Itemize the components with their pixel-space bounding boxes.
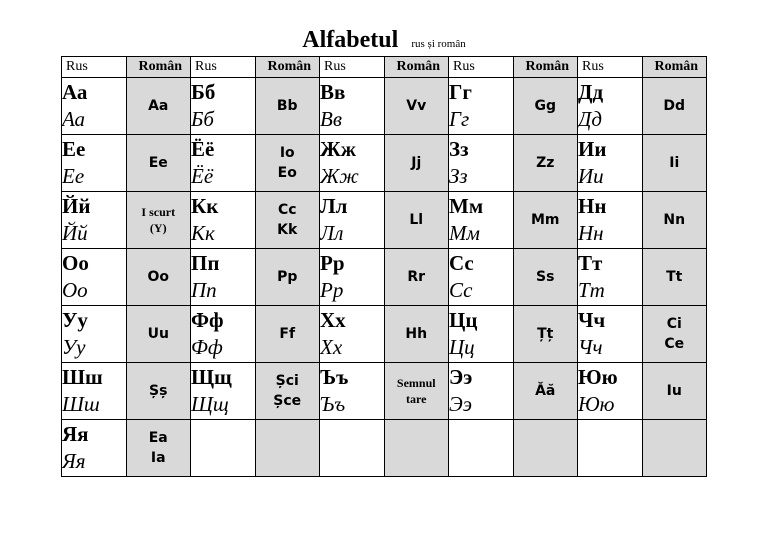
roman-cell xyxy=(255,192,320,249)
russian-letter-italic: Тт xyxy=(578,278,605,302)
russian-letter-italic: Юю xyxy=(578,392,615,416)
russian-letter-cell xyxy=(62,135,127,192)
russian-letter-cell xyxy=(62,306,127,363)
roman-equivalent: Ce xyxy=(664,336,685,352)
roman-equivalent: (Y) xyxy=(149,221,167,235)
roman-cell xyxy=(642,249,707,306)
russian-letter-cell xyxy=(578,363,643,420)
header-cell-rus: Rus xyxy=(449,57,514,78)
russian-letter-cell xyxy=(320,78,385,135)
roman-cell xyxy=(255,249,320,306)
roman-equivalent: Ll xyxy=(409,212,424,228)
russian-letter-cell xyxy=(320,363,385,420)
russian-letter-cell xyxy=(62,420,127,477)
header-cell-rus: Rus xyxy=(578,57,643,78)
letter-row xyxy=(62,363,707,420)
roman-equivalent: Jj xyxy=(411,155,422,171)
russian-letter-cell xyxy=(449,306,514,363)
russian-letter-print: Чч xyxy=(578,308,606,332)
russian-letter-print: Кк xyxy=(191,194,219,218)
russian-letter-print: Хх xyxy=(320,308,346,332)
roman-cell xyxy=(384,135,449,192)
russian-letter-cell xyxy=(449,192,514,249)
roman-equivalent: I scurt xyxy=(141,205,176,219)
russian-letter-cell xyxy=(191,78,256,135)
roman-equivalent: Ci xyxy=(666,316,682,332)
roman-cell xyxy=(642,135,707,192)
empty-cell xyxy=(191,420,256,477)
roman-cell xyxy=(255,306,320,363)
russian-letter-cell xyxy=(320,306,385,363)
russian-letter-italic: Щщ xyxy=(191,392,229,416)
russian-letter-italic: Вв xyxy=(320,107,342,131)
russian-letter-cell xyxy=(578,135,643,192)
russian-letter-italic: Уу xyxy=(62,335,86,359)
russian-letter-italic: Ёё xyxy=(191,164,214,188)
russian-letter-italic: Ее xyxy=(62,164,85,188)
header-cell-roman: Român xyxy=(513,57,578,78)
russian-letter-italic: Ээ xyxy=(449,392,473,416)
roman-cell xyxy=(126,306,191,363)
russian-letter-print: Уу xyxy=(62,308,88,332)
roman-equivalent: Rr xyxy=(407,269,426,285)
russian-letter-cell xyxy=(320,135,385,192)
title-main: Alfabetul xyxy=(302,27,399,53)
roman-equivalent: Kk xyxy=(277,222,298,238)
russian-letter-print: Фф xyxy=(191,308,224,332)
russian-letter-print: Ее xyxy=(62,137,86,161)
russian-letter-print: Тт xyxy=(578,251,603,275)
header-cell-rus: Rus xyxy=(191,57,256,78)
roman-cell xyxy=(513,135,578,192)
alphabet-table-body xyxy=(62,57,707,477)
russian-letter-print: Йй xyxy=(62,194,91,218)
roman-cell xyxy=(126,135,191,192)
russian-letter-cell xyxy=(320,249,385,306)
roman-cell xyxy=(384,192,449,249)
title-subtitle: rus și român xyxy=(411,38,466,50)
russian-letter-cell xyxy=(449,363,514,420)
letter-row xyxy=(62,306,707,363)
empty-cell xyxy=(255,420,320,477)
roman-equivalent: Eo xyxy=(277,165,297,181)
roman-cell xyxy=(513,192,578,249)
russian-letter-cell xyxy=(62,78,127,135)
russian-letter-print: Лл xyxy=(320,194,348,218)
roman-cell xyxy=(513,249,578,306)
russian-letter-italic: Зз xyxy=(449,164,468,188)
russian-letter-cell xyxy=(191,306,256,363)
header-cell-roman: Român xyxy=(126,57,191,78)
russian-letter-print: Пп xyxy=(191,251,220,275)
russian-letter-print: Гг xyxy=(449,80,472,104)
russian-letter-cell xyxy=(449,78,514,135)
russian-letter-print: Цц xyxy=(449,308,478,332)
russian-letter-cell xyxy=(578,78,643,135)
russian-letter-italic: Ъъ xyxy=(320,392,346,416)
russian-letter-print: Шш xyxy=(62,365,103,389)
roman-cell xyxy=(513,306,578,363)
russian-letter-italic: Жж xyxy=(320,164,359,188)
roman-equivalent: Cc xyxy=(277,202,297,218)
russian-letter-print: Ээ xyxy=(449,365,473,389)
russian-letter-print: Ёё xyxy=(191,137,215,161)
russian-letter-cell xyxy=(191,363,256,420)
empty-cell xyxy=(513,420,578,477)
russian-letter-print: Щщ xyxy=(191,365,232,389)
russian-letter-cell xyxy=(62,192,127,249)
empty-cell xyxy=(320,420,385,477)
russian-letter-print: Оо xyxy=(62,251,89,275)
roman-equivalent: Șci xyxy=(275,373,299,389)
russian-letter-italic: Цц xyxy=(449,335,475,359)
roman-equivalent: Ii xyxy=(669,155,680,171)
russian-letter-cell xyxy=(62,249,127,306)
russian-letter-italic: Яя xyxy=(62,449,86,473)
roman-cell xyxy=(642,363,707,420)
russian-letter-print: Зз xyxy=(449,137,469,161)
russian-letter-italic: Йй xyxy=(62,221,88,245)
roman-equivalent: Iu xyxy=(666,383,682,399)
russian-letter-print: Сс xyxy=(449,251,474,275)
roman-cell xyxy=(126,249,191,306)
russian-letter-cell xyxy=(191,192,256,249)
roman-equivalent: Gg xyxy=(534,98,556,114)
header-cell-rus: Rus xyxy=(62,57,127,78)
russian-letter-cell xyxy=(62,363,127,420)
roman-equivalent: tare xyxy=(406,392,427,406)
russian-letter-italic: Дд xyxy=(578,107,602,131)
roman-equivalent: Vv xyxy=(406,98,427,114)
roman-equivalent: Șce xyxy=(273,393,302,409)
russian-letter-italic: Фф xyxy=(191,335,223,359)
russian-letter-italic: Оо xyxy=(62,278,88,302)
roman-cell xyxy=(642,306,707,363)
roman-equivalent: Șș xyxy=(149,383,168,399)
russian-letter-print: Мм xyxy=(449,194,484,218)
roman-equivalent: Semnul xyxy=(396,376,436,390)
russian-letter-cell xyxy=(578,192,643,249)
russian-letter-italic: Аа xyxy=(62,107,86,131)
russian-letter-print: Рр xyxy=(320,251,345,275)
letter-row xyxy=(62,135,707,192)
roman-equivalent: Ea xyxy=(148,430,168,446)
roman-equivalent: Zz xyxy=(536,155,555,171)
russian-letter-print: Ии xyxy=(578,137,607,161)
russian-letter-print: Юю xyxy=(578,365,618,389)
header-cell-rus: Rus xyxy=(320,57,385,78)
russian-letter-cell xyxy=(191,249,256,306)
roman-cell xyxy=(255,363,320,420)
russian-letter-cell xyxy=(449,135,514,192)
russian-letter-cell xyxy=(191,135,256,192)
roman-cell xyxy=(126,192,191,249)
roman-equivalent: Aa xyxy=(148,98,169,114)
empty-cell xyxy=(642,420,707,477)
russian-letter-italic: Рр xyxy=(320,278,344,302)
roman-equivalent: Ăă xyxy=(535,383,556,399)
page-title xyxy=(0,27,768,54)
russian-letter-print: Вв xyxy=(320,80,346,104)
roman-cell xyxy=(255,135,320,192)
russian-letter-cell xyxy=(320,192,385,249)
russian-letter-cell xyxy=(578,249,643,306)
empty-cell xyxy=(384,420,449,477)
russian-letter-print: Нн xyxy=(578,194,607,218)
russian-letter-italic: Кк xyxy=(191,221,215,245)
russian-letter-italic: Пп xyxy=(191,278,217,302)
roman-equivalent: Ss xyxy=(536,269,555,285)
roman-cell xyxy=(126,363,191,420)
header-cell-roman: Român xyxy=(255,57,320,78)
roman-cell xyxy=(384,249,449,306)
roman-equivalent: Uu xyxy=(147,326,169,342)
russian-letter-print: Жж xyxy=(320,137,356,161)
letter-row xyxy=(62,249,707,306)
roman-equivalent: Bb xyxy=(276,98,298,114)
alphabet-table xyxy=(61,56,707,477)
roman-equivalent: Nn xyxy=(663,212,686,228)
russian-letter-italic: Сс xyxy=(449,278,473,302)
roman-cell xyxy=(642,192,707,249)
russian-letter-print: Бб xyxy=(191,80,216,104)
roman-equivalent: Mm xyxy=(530,212,560,228)
russian-letter-italic: Ии xyxy=(578,164,604,188)
roman-cell xyxy=(384,363,449,420)
russian-letter-italic: Гг xyxy=(449,107,470,131)
roman-equivalent: Hh xyxy=(405,326,428,342)
roman-cell xyxy=(513,78,578,135)
roman-equivalent: Ee xyxy=(148,155,168,171)
header-cell-roman: Român xyxy=(642,57,707,78)
russian-letter-italic: Чч xyxy=(578,335,603,359)
roman-equivalent: Pp xyxy=(277,269,298,285)
russian-letter-italic: Хх xyxy=(320,335,343,359)
roman-equivalent: Io xyxy=(279,145,295,161)
roman-cell xyxy=(513,363,578,420)
russian-letter-italic: Шш xyxy=(62,392,100,416)
letter-row xyxy=(62,78,707,135)
russian-letter-cell xyxy=(449,249,514,306)
russian-letter-italic: Лл xyxy=(320,221,344,245)
header-row xyxy=(62,57,707,78)
roman-cell xyxy=(126,78,191,135)
roman-equivalent: Oo xyxy=(147,269,170,285)
russian-letter-cell xyxy=(578,306,643,363)
roman-cell xyxy=(126,420,191,477)
header-cell-roman: Român xyxy=(384,57,449,78)
russian-letter-print: Аа xyxy=(62,80,88,104)
roman-cell xyxy=(384,306,449,363)
russian-letter-italic: Нн xyxy=(578,221,604,245)
roman-cell xyxy=(255,78,320,135)
russian-letter-print: Ъъ xyxy=(320,365,349,389)
roman-equivalent: Tt xyxy=(666,269,683,285)
roman-equivalent: Dd xyxy=(663,98,686,114)
roman-cell xyxy=(384,78,449,135)
empty-cell xyxy=(449,420,514,477)
russian-letter-italic: Мм xyxy=(449,221,480,245)
letter-row xyxy=(62,420,707,477)
russian-letter-print: Дд xyxy=(578,80,604,104)
roman-cell xyxy=(642,78,707,135)
roman-equivalent: Ff xyxy=(279,326,296,342)
roman-equivalent: Ia xyxy=(150,450,166,466)
roman-equivalent: Țț xyxy=(537,326,554,342)
russian-letter-print: Яя xyxy=(62,422,89,446)
russian-letter-italic: Бб xyxy=(191,107,214,131)
letter-row xyxy=(62,192,707,249)
empty-cell xyxy=(578,420,643,477)
